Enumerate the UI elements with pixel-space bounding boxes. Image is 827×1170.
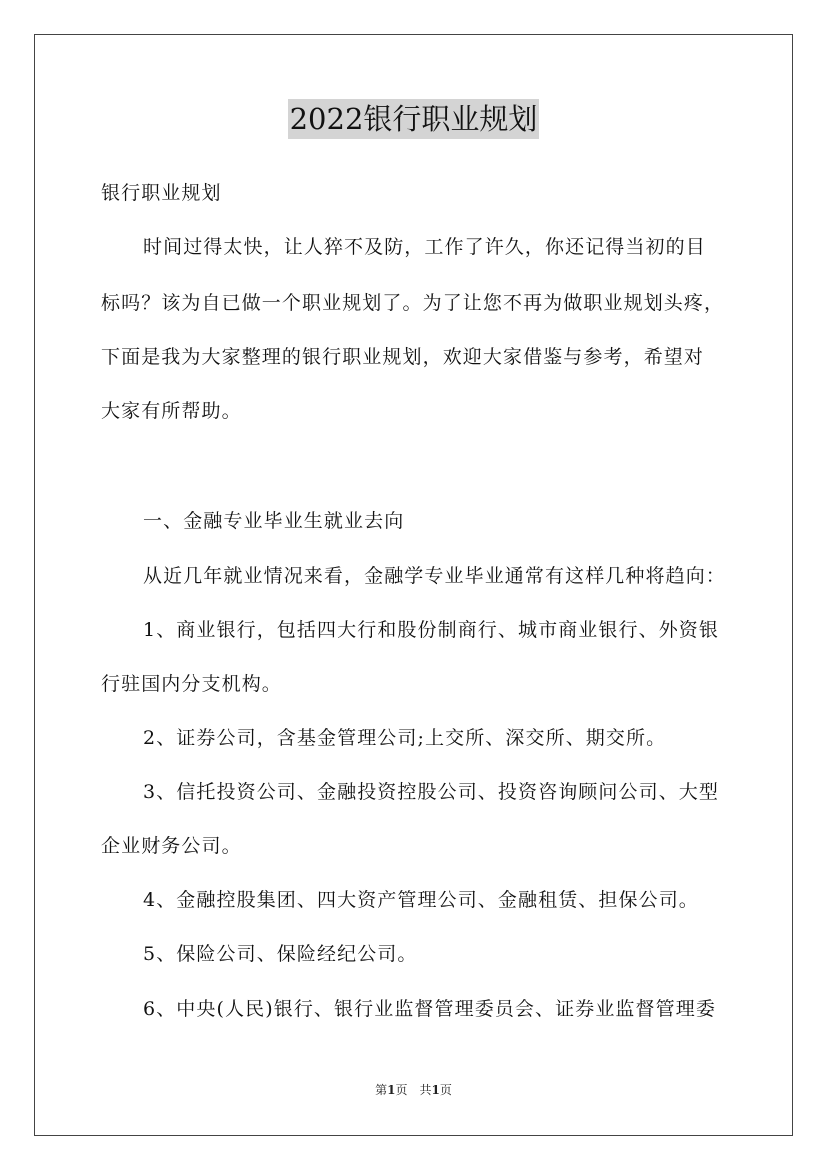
list-item-3a: 3、信托投资公司、金融投资控股公司、投资咨询顾问公司、大型 <box>143 781 719 803</box>
list-item-5: 5、保险公司、保险经纪公司。 <box>143 943 418 965</box>
list-item-4: 4、金融控股集团、四大资产管理公司、金融租赁、担保公司。 <box>143 889 699 911</box>
section-heading: 银行职业规划 <box>101 182 222 204</box>
list-item-2: 2、证券公司，含基金管理公司;上交所、深交所、期交所。 <box>143 727 667 749</box>
heading-employment: 一、金融专业毕业生就业去向 <box>143 510 405 532</box>
document-title: 2022银行职业规划 <box>288 99 540 139</box>
list-item-1b: 行驻国内分支机构。 <box>101 673 282 695</box>
page-footer <box>0 1082 827 1098</box>
paragraph-line-3: 下面是我为大家整理的银行职业规划，欢迎大家借鉴与参考，希望对 <box>101 346 705 368</box>
total-suffix: 页 <box>439 1083 452 1097</box>
paragraph-line-4: 大家有所帮助。 <box>101 400 242 422</box>
page-number: 1 <box>387 1083 396 1097</box>
page-suffix: 页 <box>395 1083 408 1097</box>
list-item-6: 6、中央(人民)银行、银行业监督管理委员会、证券业监督管理委 <box>143 998 716 1020</box>
title-container <box>0 99 827 139</box>
list-item-3b: 企业财务公司。 <box>101 835 242 857</box>
list-item-1a: 1、商业银行，包括四大行和股份制商行、城市商业银行、外资银 <box>143 619 719 641</box>
paragraph-line-1: 时间过得太快，让人猝不及防，工作了许久，你还记得当初的目 <box>143 236 706 258</box>
paragraph-line-2: 标吗？该为自已做一个职业规划了。为了让您不再为做职业规划头疼， <box>101 292 725 314</box>
paragraph-line-5: 从近几年就业情况来看，金融学专业毕业通常有这样几种将趋向： <box>143 565 726 587</box>
total-prefix: 共 <box>419 1083 432 1097</box>
total-number: 1 <box>431 1083 440 1097</box>
page-prefix: 第 <box>375 1083 388 1097</box>
